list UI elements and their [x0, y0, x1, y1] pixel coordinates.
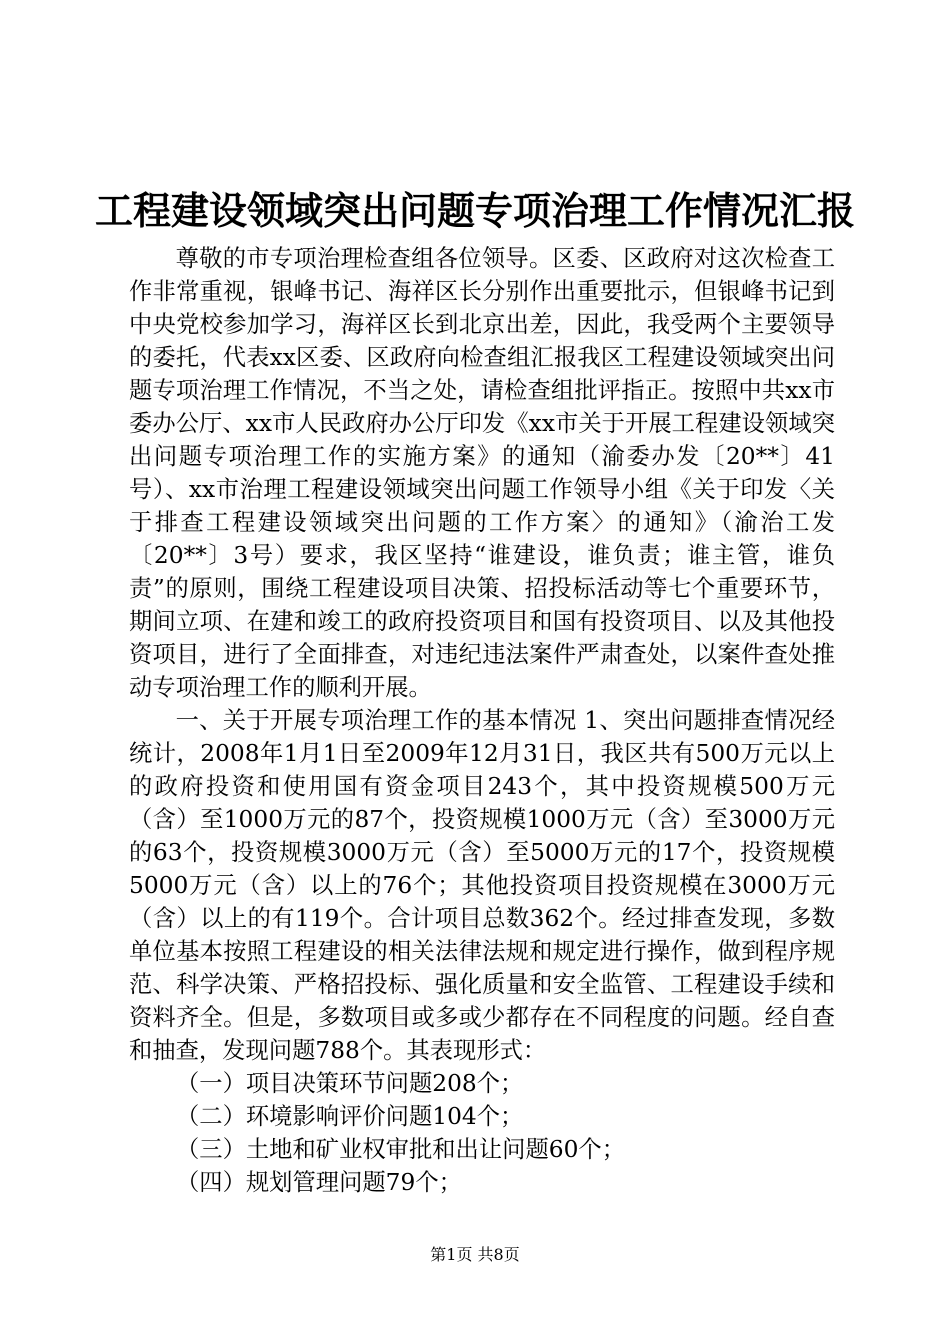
list-item: （二）环境影响评价问题104个； [176, 1103, 524, 1130]
list-item: （三）土地和矿业权审批和出让问题60个； [176, 1136, 625, 1163]
page-number-footer: 第1页 共8页 [430, 1245, 520, 1264]
document-body [129, 242, 835, 1199]
document-title: 工程建设领域突出问题专项治理工作情况汇报 [94, 188, 855, 233]
paragraph-intro: 尊敬的市专项治理检查组各位领导。区委、区政府对这次检查工作非常重视，银峰书记、海祥区长分别作出重要批示，但银峰书记到中央党校参加学习，海祥区长到北京出差，因此，我受两个主要领导的委托，代表xx区委、区政府向检查组汇报我区工程建设领域突出问题专项治理工作情况，不当之处，请检查组批评指正。按照中共xx市委办公厅、xx市人民政府办公厅印发《xx市关于开展工程建设领域突出问题专项治理工作的实施方案》的通知（渝委办发〔20**〕41号）、xx市治理工程建设领域突出问题工作领导小组《关于印发〈关于排查工程建设领域突出问题的工作方案〉的通知》（渝治工发〔20**〕3号）要求，我区坚持“谁建设，谁负责；谁主管，谁负责”的原则，围绕工程建设项目决策、招投标活动等七个重要环节，期间立项、在建和竣工的政府投资项目和国有投资项目、以及其他投资项目，进行了全面排查，对违纪违法案件严肃查处，以案件查处推动专项治理工作的顺利开展。 [129, 245, 835, 701]
paragraph-basic-situation: 一、关于开展专项治理工作的基本情况 1、突出问题排查情况经统计，2008年1月1日至2009年12月31日，我区共有500万元以上的政府投资和使用国有资金项目243个，其中投资规模500万元（含）至1000万元的87个，投资规模1000万元（含）至3000万元的63个，投资规模3000万元（含）至5000万元的17个，投资规模5000万元（含）以上的76个；其他投资项目投资规模在3000万元（含）以上的有119个。合计项目总数362个。经过排查发现，多数单位基本按照工程建设的相关法律法规和规定进行操作，做到程序规范、科学决策、严格招投标、强化质量和安全监管、工程建设手续和资料齐全。但是，多数项目或多或少都存在不同程度的问题。经自查和抽查，发现问题788个。其表现形式： [129, 707, 835, 1064]
list-item: （四）规划管理问题79个； [176, 1169, 462, 1196]
list-item: （一）项目决策环节问题208个； [176, 1070, 524, 1097]
